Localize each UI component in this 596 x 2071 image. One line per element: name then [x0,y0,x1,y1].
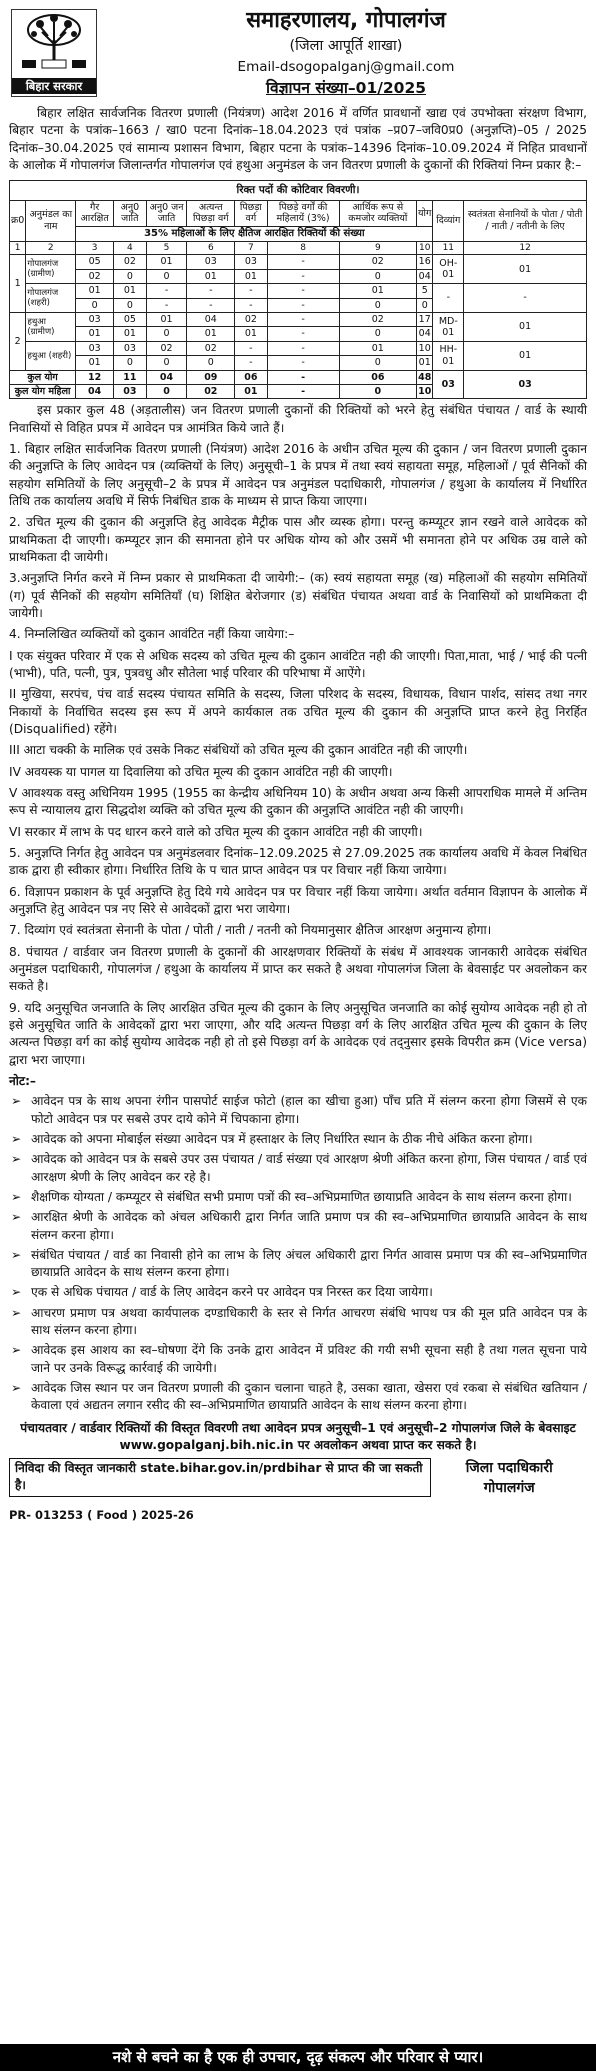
table-cell: 12 [76,370,114,384]
freedom-fighter-cell: 01 [464,313,587,342]
table-row [10,341,587,355]
note-item [9,1380,587,1415]
note-text: आरक्षित श्रेणी के आवेदक को अंचल अधिकारी द्वारा निर्गत जाति प्रमाण पत्र की स्व–अभिप्रमाणित छायाप्रति आवेदन के साथ संलग्न करना होगा। [31,1210,587,1242]
row-serial: 2 [10,313,26,371]
website-notice: पंचायतवार / वार्डवार रिक्तियों की विस्तृत विवरणी तथा आवेदन प्रपत्र अनुसूची–1 एवं अनुसूची–2 गोपालगंज जिले के बेवसाइट www.gopalganj.bih.nic.in पर अवलोकन अथवा प्राप्त कर सकते है। [20,1420,576,1453]
col-number: 6 [187,241,235,255]
freedom-fighter-cell: 01 [464,255,587,284]
table-cell: 06 [235,370,267,384]
note-text: आवेदक को आवेदन पत्र के सबसे उपर उस पंचायत / वार्ड संख्या एवं आरक्षण श्रेणी अंकित करना होगा, जिस पंचायत / वार्ड एवं आरक्षण श्रेणी के लिए आवेदन कर रहे है। [31,1152,587,1184]
note-text: आचरण प्रमाण पत्र अथवा कार्यपालक दण्डाधिकारी के स्तर से निर्गत आचरण संबंधि भापथ पत्र की मूल प्रति आवेदन पत्र के साथ संलग्न करना होगा। [31,1305,587,1338]
note-text: शैक्षणिक योग्यता / कम्प्यूटर से संबंधित सभी प्रमाण पत्रों की स्व–अभिप्रमाणित छायाप्रति आवेदन के साथ संलग्न करना होगा। [31,1189,572,1204]
divyang-cell: OH-01 [433,255,464,284]
col-header: अत्यन्त पिछड़ा वर्ग [187,200,235,226]
col-header: पिछड़ा वर्ग [235,200,267,226]
table-cell: 10 [417,341,433,355]
table-cell: 02 [235,313,267,327]
table-cell: 0 [114,298,147,312]
table-cell: 0 [146,269,187,283]
col-header: क्र0 [10,200,26,241]
table-cell: 05 [76,255,114,269]
table-cell: 0 [146,385,187,399]
col-header: योग [417,200,433,226]
notes-label: नोट:– [9,1073,37,1088]
table-cell: 02 [146,341,187,355]
note-text: आवेदक जिस स्थान पर जन वितरण प्रणाली की दुकान चलाना चाहते है, उसका खाता, खेसरा एवं रकबा से संबंधित खतियान / केवाला एवं अद्यतन लगान रसीद की स्व–अभिप्रमाणित छायाप्रति आवेदन के साथ संलग्न करना होगा। [31,1381,587,1413]
table-cell: 04 [187,313,235,327]
arrow-bullet-icon: ➢ [11,1131,22,1146]
table-cell: - [235,284,267,298]
table-row [10,255,587,269]
col-number: 7 [235,241,267,255]
note-text: आवेदक को अपना मोबाईल संख्या आवेदन पत्र में हस्ताक्षर के लिए निर्धारित स्थान के ठीक नीचे अंकित करना होगा। [31,1131,533,1146]
table-cell: 01 [114,327,147,341]
col-number: 12 [464,241,587,255]
arrow-bullet-icon: ➢ [11,1210,22,1225]
freedom-fighter-cell: 01 [464,341,587,370]
condition-item: 4. निम्नलिखित व्यक्तियों को दुकान आवंटित नहीं किया जायेगा:– [9,627,295,642]
signatory-block [431,1458,587,1498]
table-cell: 03 [187,255,235,269]
table-cell: 0 [339,385,416,399]
col-number: 5 [146,241,187,255]
condition-item: 5. अनुज्ञप्ति निर्गत हेतु आवेदन पत्र अनुमंडलवार दिनांक–12.09.2025 से 27.09.2025 तक कार्यालय अवधि में केवल निबंधित डाक द्वारा ही स्वीकार होगा। निर्धारित तिथि के प चात प्राप्त आवेदन पत्र पर विचार नहीं किया जायेगा। [9,845,587,878]
signatory-designation: जिला पदाधिकारी [465,1460,553,1477]
table-cell: 01 [187,327,235,341]
arrow-bullet-icon: ➢ [11,1381,22,1396]
note-item [9,1189,587,1206]
conditions-list [9,441,587,1069]
intro-paragraph: बिहार लक्षित सार्वजनिक वितरण प्रणाली (नियंत्रण) आदेश 2016 में वर्णित प्रावधानों खाद्य एवं उपभोक्ता संरक्षण विभाग, बिहार पटना के पत्रांक–1663 / खा0 पटना दिनांक–18.04.2023 एवं पत्रांक –प्र07–जवि0प्र0 (अनुज्ञप्ति)–05 / 2025 दिनांक–30.04.2025 एवं सामान्य प्रशासन विभाग, बिहार पटना के पत्रांक–14396 दिनांक–10.09.2024 में निहित प्रावधानों के आलोक में गोपालगंज जिलान्तर्गत गोपालगंज एवं हथुआ अनुमंडल के जन वितरण प्रणाली के दुकानों की रिक्तियां निम्न प्रकार है:– [9,106,587,172]
table-cell: 09 [187,370,235,384]
table-cell: 03 [464,370,587,399]
note-item [9,1247,587,1282]
table-cell: 03 [235,255,267,269]
table-cell: 01 [146,255,187,269]
table-cell: 02 [114,255,147,269]
condition-item: 9. यदि अनुसूचित जनजाति के लिए आरक्षित उचित मूल्य की दुकान के लिए अनुसूचित जनजाति का कोई सुयोग्य आवेदक नही हो तो इसे अनुसूचित जाति के आवेदकों द्वारा भरा जाएगा, और यदि अत्यन्त पिछड़ा वर्ग के लिए आरक्षित उचित मूल्य की दुकान के लिए अत्यन्त पिछड़ा वर्ग का कोई सुयोग्य आवेदक नही हो तो इसे पिछड़ा वर्ग के आवेदक एवं तद्नुसार इसके विपरीत क्रम (Vice versa) द्वारा भरा जाएगा। [9,1000,587,1067]
table-cell: 04 [417,269,433,283]
note-item [9,1209,587,1244]
freedom-fighter-cell: - [464,284,587,313]
table-cell: 10 [418,386,432,397]
arrow-bullet-icon: ➢ [11,1305,22,1320]
signatory-district: गोपालगंज [483,1480,535,1497]
table-cell: - [267,356,339,370]
condition-item: 6. विज्ञापन प्रकाशन के पूर्व अनुज्ञप्ति हेतु दिये गये आवेदन पत्र पर विचार नहीं किया जायेगा। अर्थात वर्तमान विज्ञापन के आलोक में अनुज्ञप्ति हेतु आवेदन पत्र नए सिरे से आवेदकों द्वारा भरा जायेगा। [9,884,587,916]
note-item [9,1342,587,1377]
table-cell: 01 [339,284,416,298]
subdivision-name: हथुआ (ग्रामीण) [26,313,76,342]
tender-info-link[interactable]: निविदा की विस्तृत जानकारी state.bihar.gov.in/prdbihar से प्राप्त की जा सकती है। [9,1458,431,1496]
logo-label: बिहार सरकार [12,78,96,94]
table-cell: 02 [76,269,114,283]
col-number: 3 [76,241,114,255]
table-cell: 01 [76,284,114,298]
note-item [9,1284,587,1301]
table-cell: 0 [339,356,416,370]
col-header: पिछड़े वर्गों की महिलायें (3%) [267,200,339,226]
table-cell: 01 [339,341,416,355]
table-cell: 01 [187,269,235,283]
table-cell: - [235,298,267,312]
table-cell: 02 [187,385,235,399]
table-cell: 48 [418,371,432,383]
subdivision-name: गोपालगंज (शहरी) [26,284,76,313]
col-number: 11 [433,241,464,255]
table-row [10,284,587,298]
note-text: आवेदक इस आशय का स्व–घोषणा देंगे कि उनके द्वारा आवेदन में प्रविश्ट की गयी सभी सूचना सही है तथा गलत सूचना पाये जाने पर उनके विरूद्ध कार्रवाई की जायेगी। [31,1343,587,1375]
table-cell: 01 [235,269,267,283]
note-text: संबंधित पंचायत / वार्ड का निवासी होने का लाभ के लिए अंचल अधिकारी द्वारा निर्गत आवास प्रमाण पत्र की स्व–अभिप्रमाणित छायाप्रति आवेदन के साथ संलग्न करना होगा। [31,1247,587,1280]
table-cell: - [267,269,339,283]
table-cell: 03 [433,370,464,399]
note-item [9,1151,587,1186]
note-item [9,1131,587,1148]
table-cell: 01 [76,356,114,370]
department-subtitle: (जिला आपूर्ति शाखा) [289,38,403,54]
condition-item: 1. बिहार लक्षित सार्वजनिक वितरण प्रणाली (नियंत्रण) आदेश 2016 के अधीन उचित मूल्य की दुकान / जन वितरण प्रणाली दुकान की अनुज्ञप्ति के लिए आवेदन पत्र (व्यक्तियों के लिए) अनुसूची–1 के प्रपत्र में तथा स्वयं सहायता समूह, महिलाओं / पूर्व सैनिकों की सहयोग समितियों के लिए अनुसूची–2 के प्रपत्र में आवेदन पत्र अनुमंडल पदाधिकारी, गोपालगंज / हथुआ के कार्यालय में निर्धारित तिथि तक कार्यालय अवधि में सिर्फ निबंधित डाक के माध्यम से प्राप्त किया जाएगा। [9,442,587,509]
table-cell: 01 [235,327,267,341]
condition-item: IV अवयस्क या पागल या दिवालिया को उचित मूल्य की दुकान आवंटित नही की जाएगी। [9,764,393,779]
table-cell: 04 [417,327,433,341]
table-cell: - [267,255,339,269]
table-cell: 5 [417,284,433,298]
table-cell: 0 [76,298,114,312]
col-header: अनुमंडल का नाम [26,200,76,241]
arrow-bullet-icon: ➢ [11,1094,22,1109]
table-cell: 0 [417,298,433,312]
arrow-bullet-icon: ➢ [11,1247,22,1262]
table-cell: - [267,341,339,355]
divyang-cell: HH-01 [433,341,464,370]
after-table-paragraph: इस प्रकार कुल 48 (अड़तालीस) जन वितरण प्रणाली दुकानों की रिक्तियों को भरने हेतु संबंधित पंचायत / वार्ड के स्थायी निवासियों से विहित प्रपत्र में आवेदन पत्र आमंत्रित किये जाते हैं। [9,403,587,435]
table-cell: - [267,370,339,384]
table-cell: - [187,284,235,298]
col-number: 1 [10,241,26,255]
table-cell: 02 [339,255,416,269]
table-cell: - [267,298,339,312]
table-cell: 0 [146,356,187,370]
condition-item: 7. दिव्यांग एवं स्वतंत्रता सेनानी के पोता / पोती / नाती / नतनी को नियमानुसार क्षैतिज आरक्षण अनुमान्य होगा। [9,923,492,938]
table-cell: 0 [146,327,187,341]
col-number: 2 [26,241,76,255]
table-cell: 11 [114,370,147,384]
advertisement-number: विज्ञापन संख्या–01/2025 [265,79,427,97]
col-header: स्वतंत्रता सेनानियों के पोता / पोती / नाती / नतीनी के लिए [464,200,587,241]
table-cell: - [267,284,339,298]
col-number: 4 [114,241,147,255]
col-header: अनु0 जन जाति [146,200,187,226]
table-cell: 04 [146,370,187,384]
table-cell: 0 [114,356,147,370]
table-cell: 16 [417,255,433,269]
note-text: एक से अधिक पंचायत / वार्ड के लिए आवेदन करने पर आवेदन पत्र निरस्त कर दिया जायेगा। [31,1285,433,1300]
condition-item: III आटा चक्की के मालिक एवं उसके निकट संबंधियों को उचित मूल्य की दुकान आवंटित नही की जाएगी। [9,743,468,758]
table-cell: - [267,327,339,341]
email-line[interactable]: Email-dsogopalganj@gmail.com [237,59,455,75]
table-cell: - [146,284,187,298]
row-label: कुल योग महिला [10,385,76,399]
table-cell: 02 [339,313,416,327]
table-cell: 01 [417,356,433,370]
table-cell: - [235,356,267,370]
condition-item: 3.अनुज्ञप्ति निर्गत करने में निम्न प्रकार से प्राथमिकता दी जायेगी:– (क) स्वयं सहायता समूह (ख) महिलाओं की सहयोग समितियों (ग) पूर्व सैनिकों की सहयोग समितियाँ (घ) शिक्षित बेरोजगार (ड) संबंधित पंचायत अथवा वार्ड के निवासियों को प्राथमिकता दी जायेगी। [9,571,587,620]
table-cell: - [235,341,267,355]
subdivision-name: हथुआ (शहरी) [26,341,76,370]
vacancy-table [9,180,587,399]
table-cell: 0 [114,269,147,283]
note-item [9,1305,587,1340]
table-cell: 0 [339,298,416,312]
condition-item: I एक संयुक्त परिवार में एक से अधिक सदस्य को उचित मूल्य की दुकान आवंटित नही की जाएगी। पिता,माता, भाई / भाई की पत्नी (भाभी), पति, पत्नी, पुत्र, पुत्रवधु और सौतेला भाई परिवार की परिभाषा में आऐंगे। [9,648,587,680]
bihar-emblem-logo [11,9,97,97]
table-cell: 03 [76,313,114,327]
table-cell: 01 [235,385,267,399]
divyang-cell: MD-01 [433,313,464,342]
condition-item: 8. पंचायत / वार्डवार जन वितरण प्रणाली के दुकानों की आरक्षणवार रिक्तियों के संबंध में आवश्यक जानकारी आवेदक संबंधित अनुमंडल पदाधिकारी, गोपालगंज / हथुआ के कार्यालय में प्राप्त कर सकते है अथवा गोपालगंज जिला के बेवसाईट पर अवलोकन कर सकते है। [9,944,587,994]
table-cell: 05 [114,313,147,327]
table-cell: 03 [114,341,147,355]
condition-item: 2. उचित मूल्य की दुकान की अनुज्ञप्ति हेतु आवेदक मैट्रीक पास और व्यस्क होगा। परन्तु कम्प्यूटर ज्ञान रखने वाले आवेदक को प्राथमिकता दी जाएगी। कम्प्यूटर ज्ञान की समानता होने पर अधिक योग्य को और उसमें भी समानता होने पर अधिक उम्र वाले को प्राथमिकता दी जायेगी। [9,515,587,565]
col-header: आर्थिक रूप से कमजोर व्यक्तियों [339,200,416,226]
table-cell: 03 [114,385,147,399]
table-cell: 06 [339,370,416,384]
col-number: 8 [267,241,339,255]
table-caption: रिक्त पदों की कोटिवार विवरणी। [10,181,587,201]
note-item [9,1093,587,1128]
row-label: कुल योग [10,370,76,384]
arrow-bullet-icon: ➢ [11,1152,22,1167]
table-cell: 01 [146,313,187,327]
notes-list [9,1093,587,1415]
col-number: 9 [339,241,416,255]
table-cell: - [187,298,235,312]
office-title: समाहरणालय, गोपालगंज [246,8,446,33]
table-cell: - [267,385,339,399]
slogan-banner: नशे से बचने का है एक ही उपचार, दृढ़ संकल्प और परिवार से प्यार। [0,2044,596,2071]
col-header: अनु0 जाति [114,200,147,226]
arrow-bullet-icon: ➢ [11,1189,22,1204]
pr-number: PR- 013253 ( Food ) 2025-26 [9,1507,194,1522]
subdivision-name: गोपालगंज (ग्रामीण) [26,255,76,284]
col-header: दिव्यांग [433,200,464,241]
table-row-total [10,370,587,384]
table-cell: 04 [76,385,114,399]
bodhi-tree-icon [12,10,96,70]
condition-item: II मुखिया, सरपंच, पंच वार्ड सदस्य पंचायत समिति के सदस्य, जिला परिशद के सदस्य, विधायक, विधान पार्शद, सांसद तथा नगर निकायों के निर्वाचित सदस्य इस रूप में अपने कार्यकाल तक उचित मूल्य की दुकान की अनुज्ञप्ति प्राप्त करने हेतु निरर्हित (Disqualified) रहेंगे। [9,687,587,736]
arrow-bullet-icon: ➢ [11,1343,22,1358]
row-serial: 1 [10,255,26,313]
table-cell: 01 [114,284,147,298]
condition-item: V आवश्यक वस्तु अधिनियम 1995 (1955 का केन्द्रीय अधिनियम 10) के अधीन अथवा अन्य किसी आपराधिक मामले में अन्तिम रूप से न्यायालय द्वारा सिद्धदोश व्यक्ति को उचित मूल्य की दुकान की अनुज्ञप्ति आवंटित नही की जाएगी। [9,785,587,818]
arrow-bullet-icon: ➢ [11,1285,22,1300]
col-header: गैर आरक्षित [76,200,114,226]
reserved-women-note: 35% महिलाओं के लिए क्षैतिज आरक्षित रिक्तियों की संख्या [76,226,433,241]
header [9,6,587,102]
table-row [10,313,587,327]
table-cell: - [146,298,187,312]
divyang-cell: - [433,284,464,313]
table-cell: 03 [76,341,114,355]
col-number: 10 [417,241,433,255]
table-cell: 0 [339,327,416,341]
table-cell: 02 [187,341,235,355]
table-cell: 01 [76,327,114,341]
table-cell: - [267,313,339,327]
table-cell: 17 [417,313,433,327]
condition-item: VI सरकार में लाभ के पद धारन करने वाले को उचित मूल्य की दुकान आवंटित नही की जाएगी। [9,824,423,839]
table-cell: 0 [187,356,235,370]
table-cell: 0 [339,269,416,283]
note-text: आवेदन पत्र के साथ अपना रंगीन पासपोर्ट साईज फोटो (हाल का खीचा हुआ) पाँच प्रति में संलग्न करना होगा जिसमें से एक फोटो आवेदन पत्र पर सबसे उपर दाये कोने में चिपकाना होगा। [31,1094,587,1126]
